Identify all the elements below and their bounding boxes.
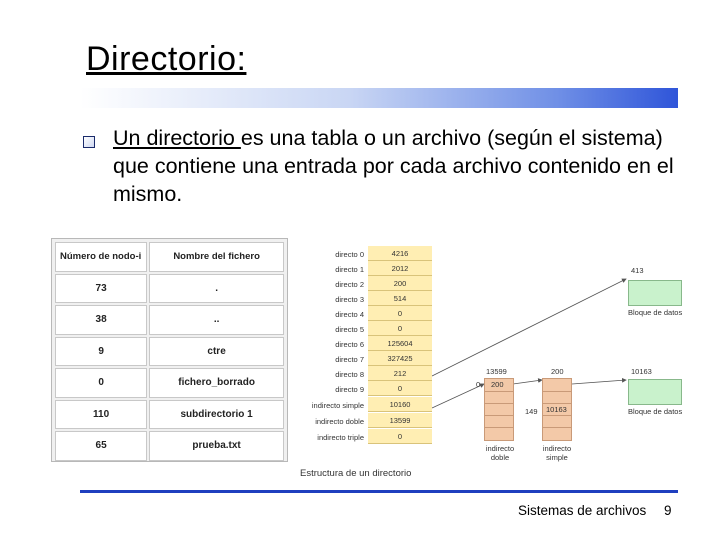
slot-label: directo 8 bbox=[335, 370, 364, 379]
slot-label: directo 4 bbox=[335, 310, 364, 319]
indirect-simple-first: 10163 bbox=[546, 405, 567, 414]
arrow-direct-to-block bbox=[432, 279, 626, 376]
indirect-double-block bbox=[484, 378, 514, 441]
header-filename: Nombre del fichero bbox=[149, 242, 284, 272]
footer-line bbox=[80, 490, 678, 493]
figure-caption: Estructura de un directorio bbox=[300, 468, 412, 479]
cell-inode: 9 bbox=[55, 337, 147, 367]
cell-filename: . bbox=[149, 274, 284, 304]
table-row bbox=[54, 273, 285, 305]
slot-value: 4216 bbox=[368, 246, 432, 261]
slot-value: 0 bbox=[368, 321, 432, 336]
slot-label: directo 1 bbox=[335, 265, 364, 274]
cell-filename: prueba.txt bbox=[149, 431, 284, 461]
indirect-simple-left: 149 bbox=[525, 407, 538, 416]
arrow-to-data-block bbox=[572, 380, 626, 384]
indirect-simple-block bbox=[542, 378, 572, 441]
data-block-1-number: 413 bbox=[631, 266, 644, 275]
slot-label: directo 0 bbox=[335, 250, 364, 259]
indirect-double-number: 13599 bbox=[486, 367, 507, 376]
bullet-underlined-text: Un directorio bbox=[113, 126, 241, 150]
table-row bbox=[54, 304, 285, 336]
slot-value: 514 bbox=[368, 291, 432, 306]
header-inode: Número de nodo-i bbox=[55, 242, 147, 272]
slot-label: directo 3 bbox=[335, 295, 364, 304]
data-block-1 bbox=[628, 280, 682, 306]
arrow-to-indirect-simple bbox=[513, 380, 542, 384]
slot-value: 212 bbox=[368, 366, 432, 381]
table-row bbox=[54, 367, 285, 399]
cell-inode: 73 bbox=[55, 274, 147, 304]
title-gradient-bar bbox=[80, 88, 678, 108]
slot-value: 125604 bbox=[368, 336, 432, 351]
indirect-simple-number: 200 bbox=[551, 367, 564, 376]
page-number: 9 bbox=[664, 503, 672, 518]
slot-value: 10160 bbox=[368, 397, 432, 412]
slot-label: directo 5 bbox=[335, 325, 364, 334]
bullet-text bbox=[113, 124, 683, 208]
slot-value: 0 bbox=[368, 306, 432, 321]
slot-value: 2012 bbox=[368, 261, 432, 276]
cell-inode: 65 bbox=[55, 431, 147, 461]
cell-filename: fichero_borrado bbox=[149, 368, 284, 398]
directory-table bbox=[51, 238, 288, 462]
footer-text: Sistemas de archivos bbox=[518, 503, 647, 518]
table-row bbox=[54, 399, 285, 431]
slot-label: indirecto doble bbox=[315, 417, 364, 426]
slot-label: directo 7 bbox=[335, 355, 364, 364]
slide-title: Directorio: bbox=[86, 40, 247, 78]
indirect-simple-label: indirecto simple bbox=[542, 444, 572, 462]
slot-value: 0 bbox=[368, 429, 432, 444]
table-row bbox=[54, 336, 285, 368]
data-block-1-label: Bloque de datos bbox=[628, 308, 683, 317]
cell-inode: 0 bbox=[55, 368, 147, 398]
cell-inode: 38 bbox=[55, 305, 147, 335]
data-block-2-label: Bloque de datos bbox=[628, 407, 683, 416]
table-row bbox=[54, 430, 285, 462]
slot-label: directo 6 bbox=[335, 340, 364, 349]
slot-label: directo 9 bbox=[335, 385, 364, 394]
cell-filename: ctre bbox=[149, 337, 284, 367]
cell-filename: subdirectorio 1 bbox=[149, 400, 284, 430]
bullet-rest-text: es una tabla o un archivo (según el sistema) que contiene una entrada por cada archivo contenido en el mismo. bbox=[113, 126, 674, 206]
inode-structure-figure bbox=[296, 236, 716, 468]
slot-label: indirecto triple bbox=[317, 433, 364, 442]
slot-label: indirecto simple bbox=[311, 401, 364, 410]
square-bullet-icon bbox=[83, 136, 95, 148]
data-block-2 bbox=[628, 379, 682, 405]
slot-value: 327425 bbox=[368, 351, 432, 366]
data-block-2-number: 10163 bbox=[631, 367, 652, 376]
slot-value: 13599 bbox=[368, 413, 432, 428]
slot-value: 0 bbox=[368, 381, 432, 396]
slot-value: 200 bbox=[368, 276, 432, 291]
cell-filename: .. bbox=[149, 305, 284, 335]
cell-inode: 110 bbox=[55, 400, 147, 430]
table-header-row bbox=[54, 241, 285, 273]
indirect-double-first: 200 bbox=[491, 380, 504, 389]
indirect-double-label: indirecto doble bbox=[485, 444, 515, 462]
indirect-double-left: 0 bbox=[476, 380, 481, 389]
slot-label: directo 2 bbox=[335, 280, 364, 289]
